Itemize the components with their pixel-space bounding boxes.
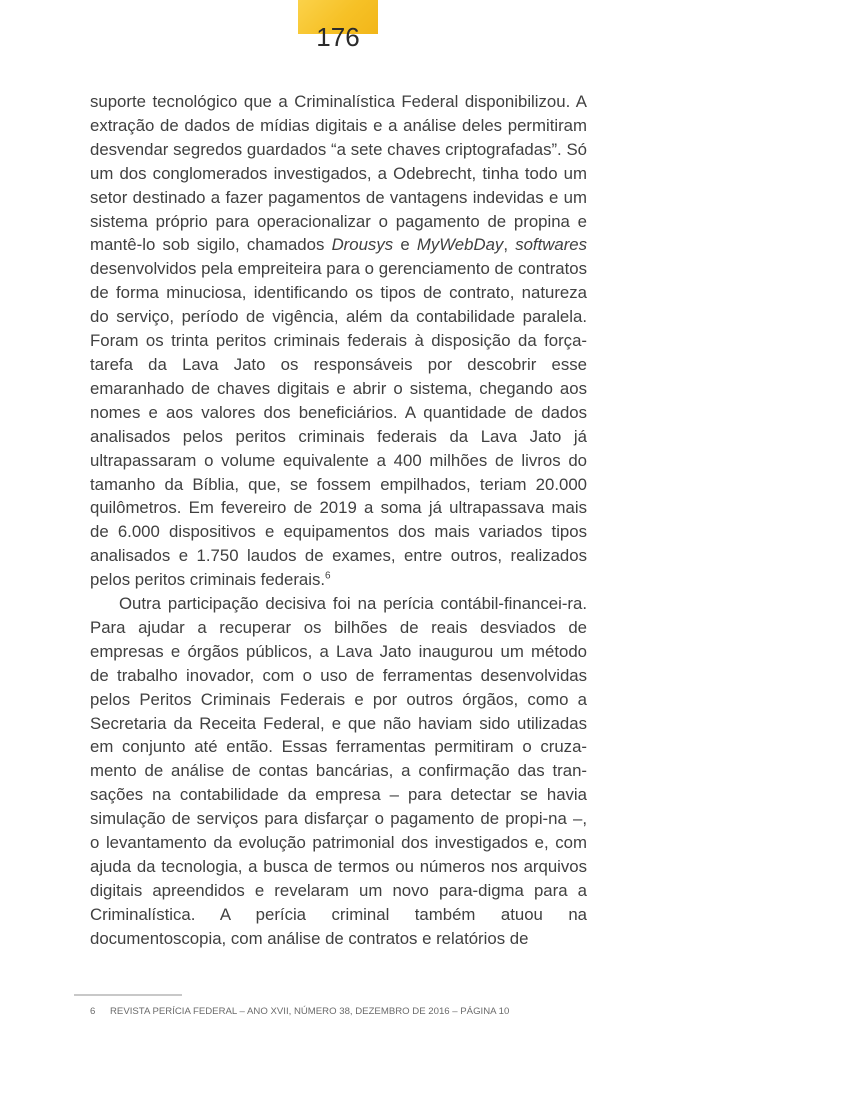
softwares-term: softwares <box>515 235 588 255</box>
footnote-divider <box>74 994 182 996</box>
paragraph-1-text-b: e <box>393 235 417 255</box>
paragraph-1 <box>90 90 587 592</box>
paragraph-1-text-c: , <box>503 235 516 255</box>
footnote <box>90 1006 650 1017</box>
paragraph-1-text-a: suporte tecnológico que a Criminalística Federal disponibilizou. A extração de dados de mídias digitais e a análise deles permitiram desvendar segredos guardados “a sete chaves criptografadas”. Só um dos conglomerados investigados, a Odebrecht, tinha todo um setor destinado a fazer pagamentos de vantagens indevidas e um sistema próprio para operacionalizar o pagamento de propina e mantê-lo sob sigilo, chamados <box>90 92 587 255</box>
mywebday-term: MyWebDay <box>416 235 504 255</box>
footnote-number: 6 <box>90 1006 96 1017</box>
paragraph-2: Outra participação decisiva foi na perícia contábil-financei-ra. Para ajudar a recuperar os bilhões de reais desviados de empresas e órgãos públicos, a Lava Jato inaugurou um método de trabalho inovador, com o uso de ferramentas desenvolvidas pelos Peritos Criminais Federais e por outros órgãos, como a Secretaria da Receita Federal, e que não haviam sido utilizadas em conjunto até então. Essas ferramentas permitiram o cruza-mento de análise de contas bancárias, a confirmação das tran-sações na contabilidade da empresa – para detectar se havia simulação de serviços para disfarçar o pagamento de propi-na –, o levantamento da evolução patrimonial dos investigados e, com ajuda da tecnologia, a busca de termos ou números nos arquivos digitais apreendidos e revelaram um novo para-digma para a Criminalística. A perícia criminal também atuou na documentoscopia, com análise de contratos e relatórios de <box>90 594 587 948</box>
drousys-term: Drousys <box>331 235 394 255</box>
footnote-text: REVISTA PERÍCIA FEDERAL – ANO XVII, NÚMERO 38, DEZEMBRO DE 2016 – PÁGINA 10 <box>110 1006 510 1017</box>
body-text <box>90 90 587 951</box>
footnote-reference[interactable]: 6 <box>325 570 331 582</box>
page-number: 176 <box>316 22 360 52</box>
paragraph-1-text-d: desenvolvidos pela empreiteira para o gerenciamento de contratos de forma minuciosa, identificando os tipos de contrato, natureza do serviço, período de vigência, além da contabilidade paralela. Foram os trinta peritos criminais federais à disposição da força-tarefa da Lava Jato os responsáveis por descobrir esse emaranhado de chaves digitais e abrir o sistema, chegando aos nomes e aos valores dos beneficiários. A quantidade de dados analisados pelos peritos criminais federais da Lava Jato já ultrapassaram o volume equivalente a 400 milhões de livros do tamanho da Bíblia, que, se fossem empilhados, teriam 20.000 quilômetros. Em fevereiro de 2019 a soma já ultrapassava mais de 6.000 dispositivos e equipamentos dos mais variados tipos analisados e 1.750 laudos de exames, entre outros, realizados pelos peritos criminais federais. <box>90 259 587 590</box>
